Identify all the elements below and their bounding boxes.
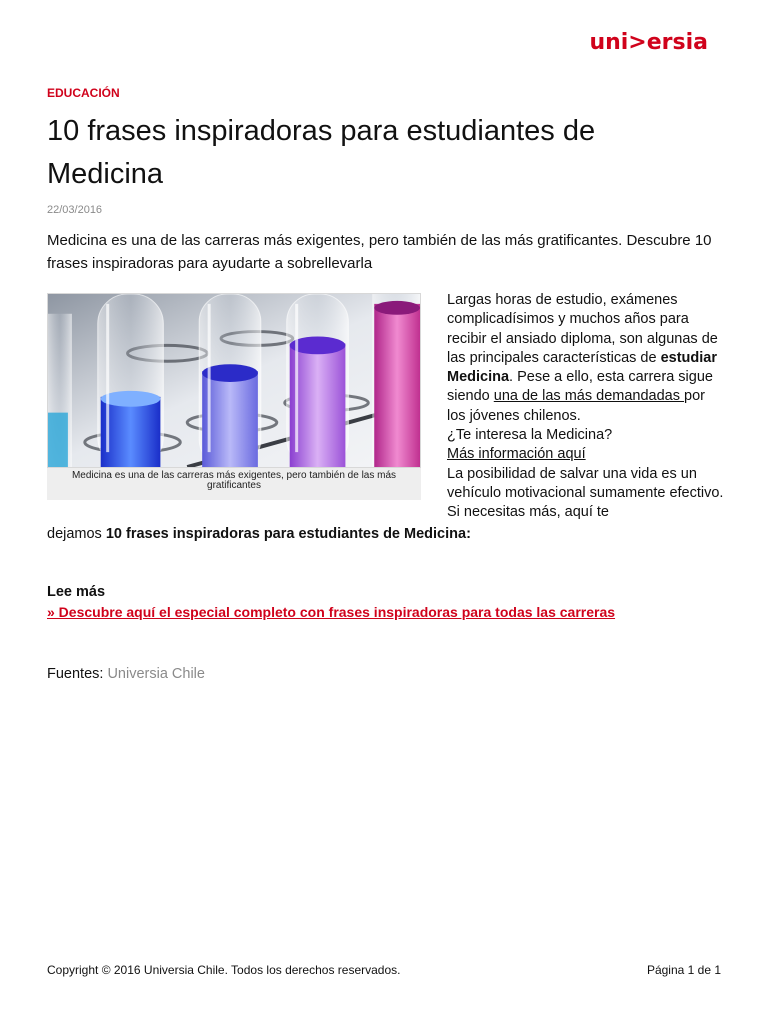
copyright-text: Copyright © 2016 Universia Chile. Todos los derechos reservados. (47, 963, 401, 977)
sources-value[interactable]: Universia Chile (107, 666, 205, 682)
sources-label: Fuentes: (47, 666, 108, 682)
section-label[interactable]: EDUCACIÓN (47, 86, 120, 100)
article-body-side (447, 291, 727, 523)
read-more-link[interactable]: » Descubre aquí el especial completo con frases inspiradoras para todas las carreras (47, 604, 616, 620)
demandadas-link[interactable]: una de las más demandadas (493, 388, 685, 405)
paragraph-intro (447, 291, 727, 426)
bold-text: 10 frases inspiradoras para estudiantes de Medicina: (105, 526, 471, 542)
paragraph-motivation: La posibilidad de salvar una vida es un vehículo motivacional sumamente efectivo. Si necesitas más, aquí te (447, 465, 724, 521)
figure-caption: Medicina es una de las carreras más exigentes, pero también de las más gratificantes (47, 468, 421, 500)
text-span: Largas horas de estudio, exámenes complicadísimos y muchos años para recibir el ansiado diploma, son algunas de las principales características de (447, 292, 718, 366)
article-date: 22/03/2016 (47, 204, 103, 216)
article-figure (47, 293, 421, 500)
more-info-link[interactable]: Más información aquí (447, 446, 586, 463)
text-span: dejamos (47, 526, 106, 542)
universia-logo[interactable]: uni>ersia (589, 30, 708, 55)
page-number: Página 1 de 1 (646, 963, 721, 977)
text-span: por los jóvenes chilenos. (447, 388, 705, 424)
article-title: 10 frases inspiradoras para estudiantes de Medicina (47, 115, 596, 190)
paragraph-continuation (47, 525, 727, 544)
bold-text: estudiar Medicina (447, 349, 717, 386)
read-more-heading: Lee más (47, 584, 106, 600)
question-text: ¿Te interesa la Medicina? (447, 427, 613, 444)
test-tubes-image (47, 293, 421, 468)
article-lead: Medicina es una de las carreras más exigentes, pero también de las más gratificantes. Descubre 10 frases inspiradoras para ayudarte a sobrellevarla (47, 232, 712, 272)
text-span: . Pese a ello, esta carrera sigue siendo (447, 369, 713, 405)
sources (47, 666, 205, 682)
